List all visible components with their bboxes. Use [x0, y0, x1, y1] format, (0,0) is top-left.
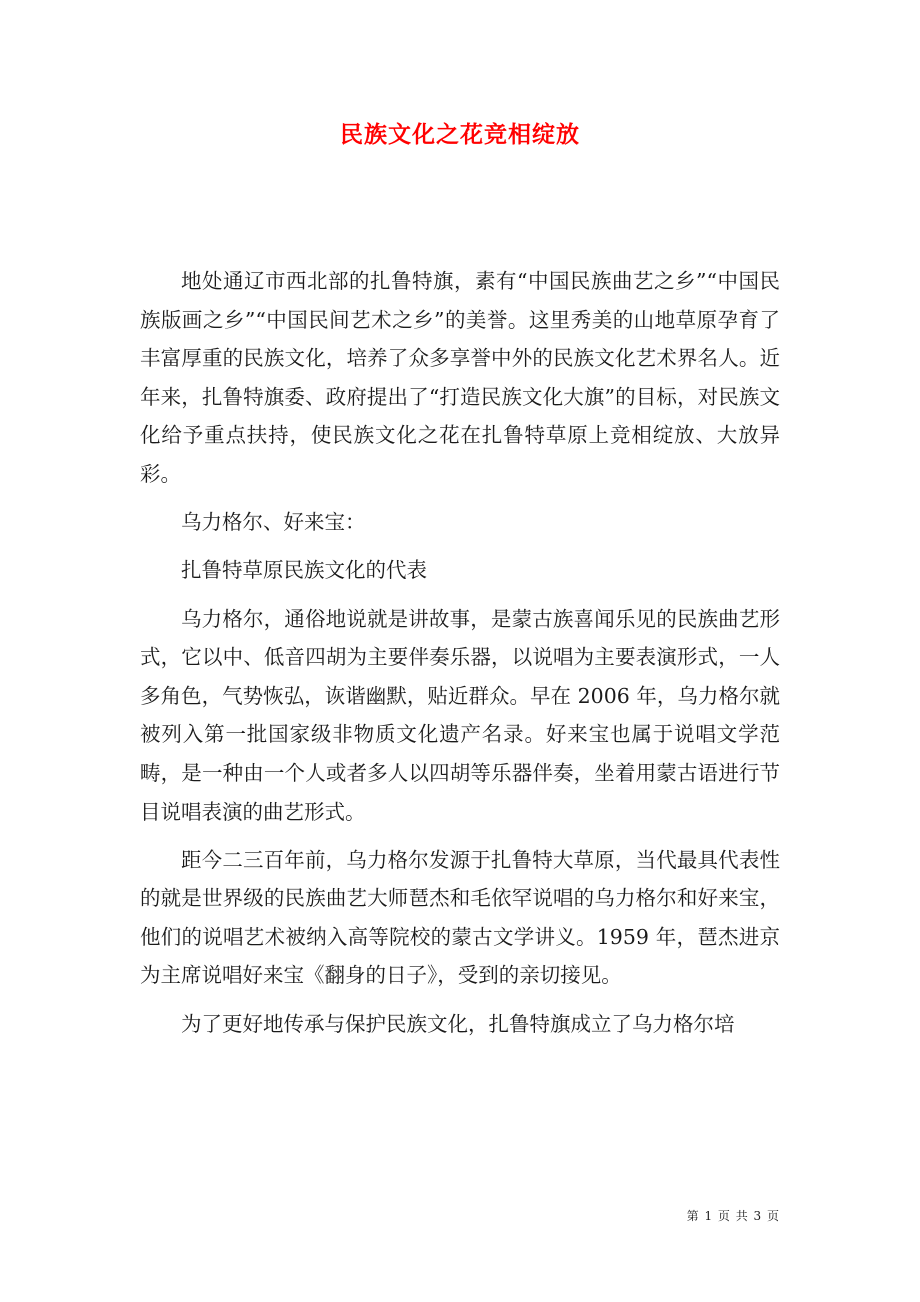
page-number-footer: 第 1 页 共 3 页 — [686, 1209, 780, 1223]
document-body — [140, 262, 780, 1053]
paragraph-ulgher-definition: 乌力格尔，通俗地说就是讲故事，是蒙古族喜闻乐见的民族曲艺形式，它以中、低音四胡为主要伴奏乐器，以说唱为主要表演形式，一人多角色，气势恢弘，诙谐幽默，贴近群众。早在 2006 年，乌力格尔就被列入第一批国家级非物质文化遗产名录。好来宝也属于说唱文学范畴，是一种由一个人或者多人以四胡等乐器伴奏，坐着用蒙古语进行节目说唱表演的曲艺形式。 — [140, 606, 780, 824]
section-heading-line-2: 扎鲁特草原民族文化的代表 — [181, 558, 427, 583]
section-heading-line-1: 乌力格尔、好来宝： — [181, 510, 366, 535]
document-title: 民族文化之花竞相绽放 — [340, 121, 580, 148]
paragraph-intro: 地处通辽市西北部的扎鲁特旗，素有“中国民族曲艺之乡”“中国民族版画之乡”“中国民间艺术之乡”的美誉。这里秀美的山地草原孕育了丰富厚重的民族文化，培养了众多享誉中外的民族文化艺术界名人。近年来，扎鲁特旗委、政府提出了“打造民族文化大旗”的目标，对民族文化给予重点扶持，使民族文化之花在扎鲁特草原上竞相绽放、大放异彩。 — [140, 269, 780, 486]
paragraph-preservation: 为了更好地传承与保护民族文化，扎鲁特旗成立了乌力格尔培 — [181, 1011, 735, 1036]
paragraph-ulgher-history: 距今二三百年前，乌力格尔发源于扎鲁特大草原，当代最具代表性的就是世界级的民族曲艺大师琶杰和毛依罕说唱的乌力格尔和好来宝，他们的说唱艺术被纳入高等院校的蒙古文学讲义。1959 年，琶杰进京为主席说唱好来宝《翻身的日子》，受到的亲切接见。 — [140, 847, 780, 988]
